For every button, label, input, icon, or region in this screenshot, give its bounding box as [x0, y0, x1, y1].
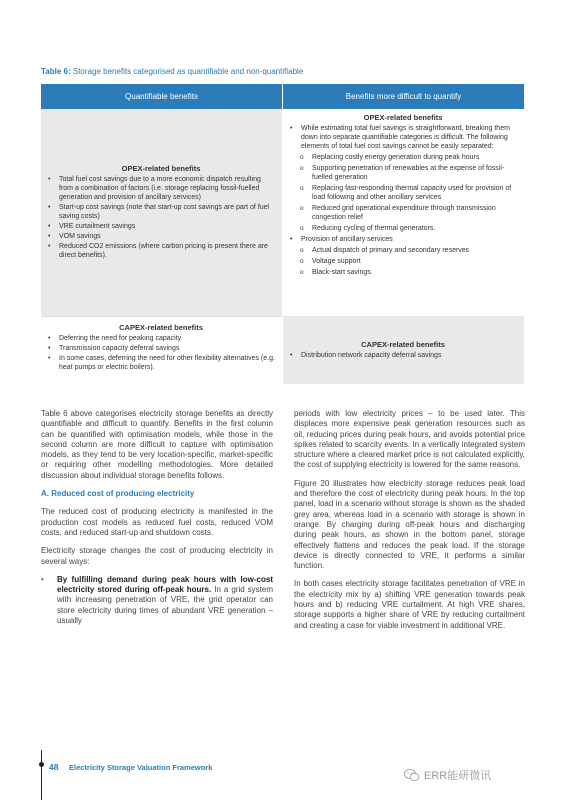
left-column	[41, 409, 273, 626]
capex-diff-list	[288, 351, 518, 361]
cell-capex-difficult	[283, 316, 524, 384]
footer-divider	[41, 750, 42, 800]
paragraph: The reduced cost of producing electricity is manifested in the production cost models as reduced fuel costs, reduced VOM costs, and reduced start-up and shutdown costs.	[41, 507, 273, 537]
table-caption-text: Storage benefits categorised as quantifiable and non-quantifiable	[72, 67, 304, 76]
list-item: • VRE curtailment savings	[46, 222, 276, 231]
opex-diff-list	[288, 124, 518, 277]
list-item: • Distribution network capacity deferral savings	[288, 351, 518, 360]
watermark-text: ERR能研微讯	[424, 770, 492, 782]
bullet-bold-text: By fulfilling demand during peak hours with low-cost electricity stored during off-peak hours.	[57, 574, 273, 595]
table-header	[41, 84, 524, 109]
benefits-table	[41, 84, 524, 384]
page-number: 48	[49, 762, 59, 772]
list-item: • Total fuel cost savings due to a more economic dispatch resulting from a combination of factors (i.e. storage replacing fossil-fuelled generation and provision of ancillary services)	[46, 175, 276, 202]
bullet-dot: •	[41, 574, 44, 584]
sub-list-item: o Voltage support	[288, 257, 518, 266]
header-quantifiable: Quantifiable benefits	[41, 84, 283, 109]
list-item: • While estimating total fuel savings is straightforward, breaking them down into separate quantifiable categories is difficult. The following elements of total fuel cost savings cannot be easily separated:	[288, 124, 518, 151]
cell-title: OPEX-related benefits	[121, 164, 201, 173]
list-item: • VOM savings	[46, 232, 276, 241]
cell-title: CAPEX-related benefits	[119, 323, 203, 332]
sub-list-item: o Reducing cycling of thermal generators.	[288, 224, 518, 233]
watermark	[404, 767, 491, 783]
bullet-item	[41, 575, 273, 626]
bullet-text: In a grid system with increasing penetration of VRE, the grid operator can store electricity during times of abundant VRE generation – usually	[57, 585, 273, 626]
footer-dot	[39, 762, 44, 767]
sub-list-item: o Supporting penetration of renewables at the expense of fossil-fuelled generation	[288, 164, 518, 182]
footer-title: Electricity Storage Valuation Framework	[69, 763, 213, 772]
table-row-opex	[41, 109, 524, 316]
paragraph: In both cases electricity storage facilitates penetration of VRE in the electricity mix by a) shifting VRE generation towards peak hours and b) reducing VRE curtailment. At high VRE shares, storage supports a higher share of VRE by reducing curtailment and creating a case for viable investment in additional VRE.	[294, 579, 525, 630]
sub-list-item: o Replacing costly energy generation during peak hours	[288, 153, 518, 162]
wechat-icon	[404, 769, 420, 782]
paragraph: periods with low electricity prices – to be used later. This displaces more expensive peak generation resources such as oil, reducing prices during peak hours, and avoids potential price spikes related to scarcity events. In a vertically integrated system structure where a cleared market price is not calculated explicitly, the cost of supplying electricity is lowered for the same reasons.	[294, 409, 525, 470]
list-item: • Deferring the need for peaking capacity	[46, 334, 276, 343]
list-item: • Start-up cost savings (note that start-up cost savings are part of fuel saving costs)	[46, 203, 276, 221]
cell-title: OPEX-related benefits	[363, 113, 443, 122]
cell-opex-difficult	[283, 109, 524, 316]
table-caption-label: Table 6:	[41, 67, 71, 76]
sub-list-item: o Actual dispatch of primary and secondary reserves	[288, 246, 518, 255]
list-item: • Reduced CO2 emissions (where carbon pricing is present there are direct benefits).	[46, 242, 276, 260]
list-item: • Provision of ancillary services	[288, 235, 518, 244]
paragraph: Electricity storage changes the cost of producing electricity in several ways:	[41, 546, 273, 566]
cell-title: CAPEX-related benefits	[361, 339, 445, 349]
cell-capex-quantifiable	[41, 316, 283, 384]
table-row-capex	[41, 316, 524, 384]
paragraph: Table 6 above categorises electricity storage benefits as directly quantifiable and difficult to quantify. Benefits in the first column can be quantified with optimisation models, while those in the second column are more difficult to capture with optimisation models, as they tend to be very location-specific, market-specific or requiring other modelling methodologies. More detailed discussion about individual storage benefits follows.	[41, 409, 273, 480]
section-heading: A. Reduced cost of producing electricity	[41, 489, 195, 499]
list-item: • Transmission capacity deferral savings	[46, 344, 276, 353]
opex-quant-list	[46, 175, 276, 261]
capex-quant-list	[46, 334, 276, 372]
sub-list-item: o Black-start savings.	[288, 268, 518, 277]
list-item: • In some cases, deferring the need for other flexibility alternatives (e.g. heat pumps or electric boilers).	[46, 354, 276, 372]
sub-list-item: o Reduced grid operational expenditure through transmission congestion relief	[288, 204, 518, 222]
right-column	[294, 409, 525, 639]
header-difficult: Benefits more difficult to quantify	[345, 92, 462, 101]
cell-opex-quantifiable	[41, 109, 283, 316]
sub-list-item: o Replacing fast-responding thermal capacity used for provision of load following and other ancillary services	[288, 184, 518, 202]
paragraph: Figure 20 illustrates how electricity storage reduces peak load and therefore the cost of electricity during peak hours. In the top panel, load in a scenario without storage is shown as the shaded grey area, whereas load in a scenario with storage is shown in orange. By charging during off-peak hours and discharging during peak hours, as shown in the bottom panel, storage effectively flattens and reduces the peak load. If the storage device is directly connected to VRE, it performs a similar function.	[294, 478, 525, 571]
table-caption	[41, 67, 303, 76]
